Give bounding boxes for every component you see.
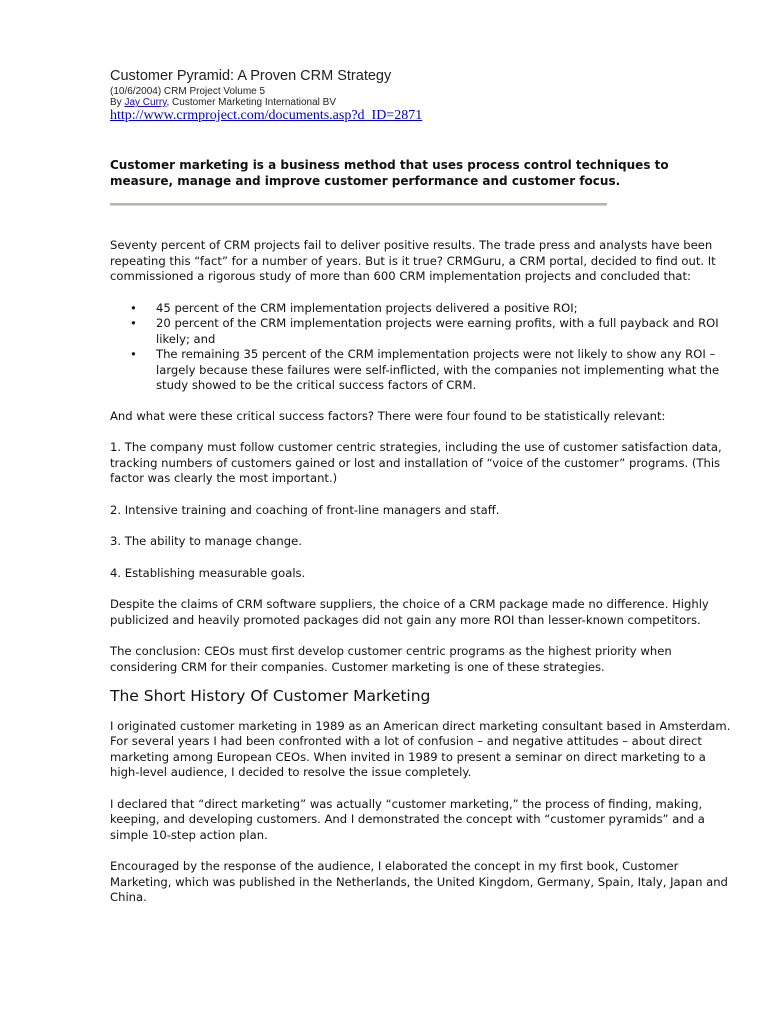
conclusion-paragraph: The conclusion: CEOs must first develop customer centric programs as the highest priority when considering CRM for their companies. Customer marketing is one of these strategies. — [110, 644, 672, 674]
bullet-icon: • — [130, 300, 137, 315]
list-item-text: 45 percent of the CRM implementation projects delivered a positive ROI; — [156, 300, 578, 315]
list-item — [110, 316, 732, 347]
author-organization: , Customer Marketing International BV — [166, 97, 337, 108]
list-item-text: The remaining 35 percent of the CRM implementation projects were not likely to show any ROI – largely because these failures were self-inflicted, with the companies not implementing what the study showed to be the critical success factors of CRM. — [156, 347, 720, 392]
factor-1: 1. The company must follow customer centric strategies, including the use of customer satisfaction data, tracking numbers of customers gained or lost and installation of “voice of the customer” programs. (This factor was clearly the most important.) — [110, 440, 722, 485]
factor-3: 3. The ability to manage change. — [110, 534, 302, 548]
list-item-text: 20 percent of the CRM implementation projects were earning profits, with a full payback and ROI likely; and — [156, 316, 719, 346]
section-heading: The Short History Of Customer Marketing — [110, 687, 431, 705]
history-paragraph-3: Encouraged by the response of the audience, I elaborated the concept in my first book, Customer Marketing, which was published in the Netherlands, the United Kingdom, Germany, Spain, Italy, Japan and China. — [110, 859, 728, 904]
findings-list — [110, 301, 732, 394]
list-item — [110, 347, 732, 394]
byline — [110, 97, 336, 108]
article-body — [110, 238, 732, 922]
despite-paragraph: Despite the claims of CRM software suppliers, the choice of a CRM package made no difference. Highly publicized and heavily promoted packages did not gain any more ROI than lesser-known competitors. — [110, 597, 709, 627]
factor-4: 4. Establishing measurable goals. — [110, 565, 306, 580]
author-link[interactable]: Jay Curry — [124, 97, 167, 108]
bullet-icon: • — [130, 316, 137, 330]
source-url-link[interactable]: http://www.crmproject.com/documents.asp?d_ID=2871 — [110, 108, 423, 123]
history-paragraph-1: I originated customer marketing in 1989 as an American direct marketing consultant based in Amsterdam. For several years I had been confronted with a lot of confusion – and negative attitudes – about direct marketing among European CEOs. When invited in 1989 to present a seminar on direct marketing to a high-level audience, I decided to resolve the issue completely. — [110, 718, 731, 779]
bullet-icon: • — [130, 347, 137, 361]
list-item — [110, 301, 732, 317]
intro-paragraph: Seventy percent of CRM projects fail to deliver positive results. The trade press and analysts have been repeating this “fact” for a number of years. But is it true? CRMGuru, a CRM portal, decided to find out. It commissioned a rigorous study of more than 600 CRM implementation projects and concluded that: — [110, 238, 716, 283]
factors-question: And what were these critical success factors? There were four found to be statistically relevant: — [110, 408, 666, 423]
lead-summary: Customer marketing is a business method that uses process control techniques to measure, manage and improve customer performance and customer focus. — [110, 158, 669, 188]
factor-2: 2. Intensive training and coaching of front-line managers and staff. — [110, 502, 500, 517]
byline-prefix: By — [110, 97, 125, 108]
article-title: Customer Pyramid: A Proven CRM Strategy — [110, 68, 392, 84]
date-line: (10/6/2004) CRM Project Volume 5 — [110, 86, 266, 97]
history-paragraph-2: I declared that “direct marketing” was actually “customer marketing,” the process of finding, making, keeping, and developing customers. And I demonstrated the concept with “customer pyramids” and a simple 10-step action plan. — [110, 796, 705, 842]
horizontal-divider — [110, 203, 607, 206]
